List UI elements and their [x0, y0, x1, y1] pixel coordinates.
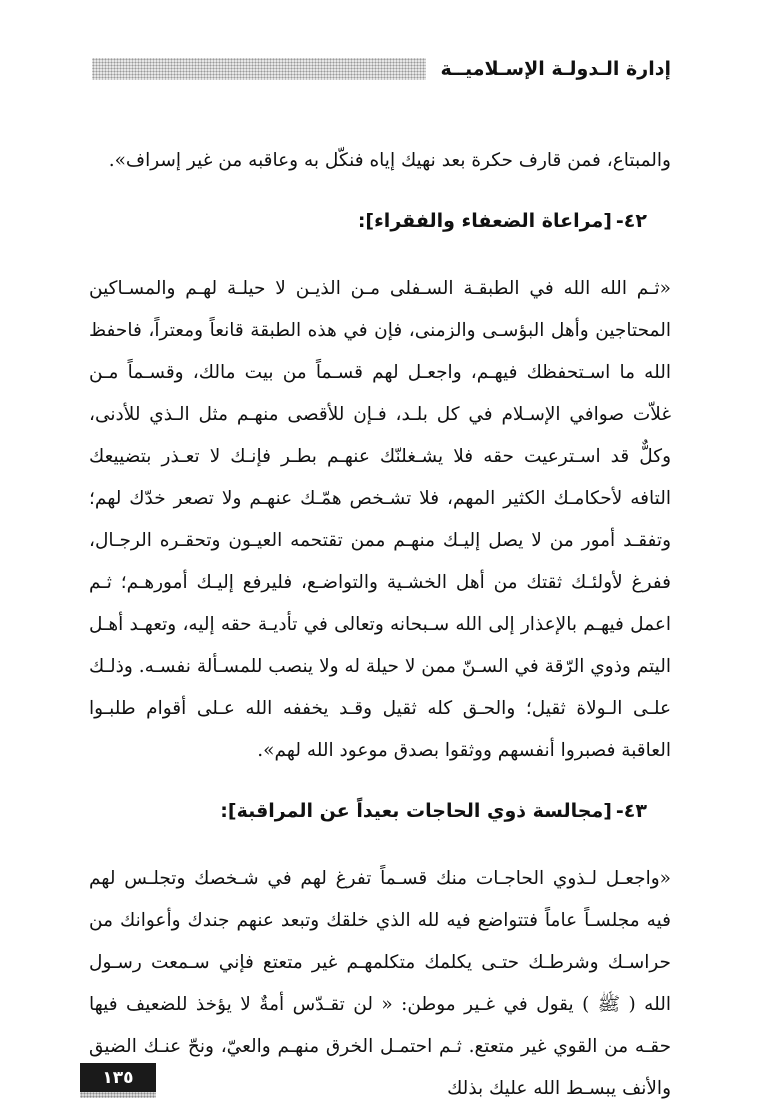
section-title-43: [مجالسة ذوي الحاجات بعيداً عن المراقبة]: [220, 800, 612, 822]
page-content [89, 140, 671, 1110]
page-number-decorative-strip [80, 1092, 156, 1098]
section-heading-43 [89, 790, 671, 832]
opening-paragraph: والمبتاع، فمن قارف حكرة بعد نهيك إياه فنكّل به وعاقبه من غير إسراف». [108, 150, 671, 171]
section-heading-42 [89, 200, 671, 242]
running-header [92, 52, 671, 86]
section-43-text: «واجعـل لـذوي الحاجـات منك قسـماً تفرغ لهم في شـخصك وتجلـس لهم فيه مجلسـاً عاماً فتتواضع فيه لله الذي خلقك وتبعد عنهم جندك وأعوانك من حراسـك وشرطـك حتـى يكلمك متكلمهـم غير متعتع فإني سـمعت رسـول الله ( ﷺ ) يقول في غـير موطن: « لن تقـدّس أمةٌ لا يؤخذ للضعيف فيها حقـه من القوي غير متعتع. ثـم احتمـل الخرق منهـم والعيّ، ونحّ عنـك الضيق والأنف يبسـط الله عليك بذلك [89, 868, 671, 1099]
section-title-42: [مراعاة الضعفاء والفقراء]: [357, 210, 612, 232]
section-42-text: «ثـم الله الله في الطبقـة السـفلى مـن الذيـن لا حيلـة لهـم والمسـاكين المحتاجين وأهل البؤسـى والزمنى، فإن في هذه الطبقة قانعاً ومعتراً، فاحفظ الله ما اسـتحفظك فيهـم، واجعـل لهم قسـماً من بيت مالك، وقسـماً مـن غلاّت صوافي الإسـلام في كل بلـد، فـإن للأقصى منهـم مثل الـذي للأدنى، وكلٌّ قد اسـترعيت حقه فلا يشـغلنّك عنهـم بطـر فإنـك لا تعـذر بتضييعك التافه لأحكامـك الكثير المهم، فلا تشـخص همّـك عنهـم ولا تصعر خدّك لهم؛ وتفقـد أمور من لا يصل إليـك منهـم ممن تقتحمه العيـون وتحقـره الرجـال، ففرغ لأولئـك ثقتك من أهل الخشـية والتواضـع، فليرفع إليـك أمورهـم؛ ثـم اعمل فيهـم بالإعذار إلى الله سـبحانه وتعالى في تأديـة حقه إليه، وتعهـد أهـل اليتم وذوي الرّقة في السـنّ ممن لا حيلة له ولا ينصب للمسـألة نفسـه. وذلـك علـى الـولاة ثقيل؛ والحـق كله ثقيل وقـد يخففه الله عـلى أقوام طلبـوا العاقبة فصبروا أنفسهم ووثقوا بصدق موعود الله لهم». [89, 278, 671, 761]
page-number: ١٣٥ [80, 1063, 156, 1092]
section-number-42: ٤٢- [615, 210, 647, 232]
header-decorative-band [92, 58, 426, 80]
section-number-43: ٤٣- [615, 800, 647, 822]
running-title: إدارة الـدولـة الإسـلاميــة [440, 58, 671, 80]
